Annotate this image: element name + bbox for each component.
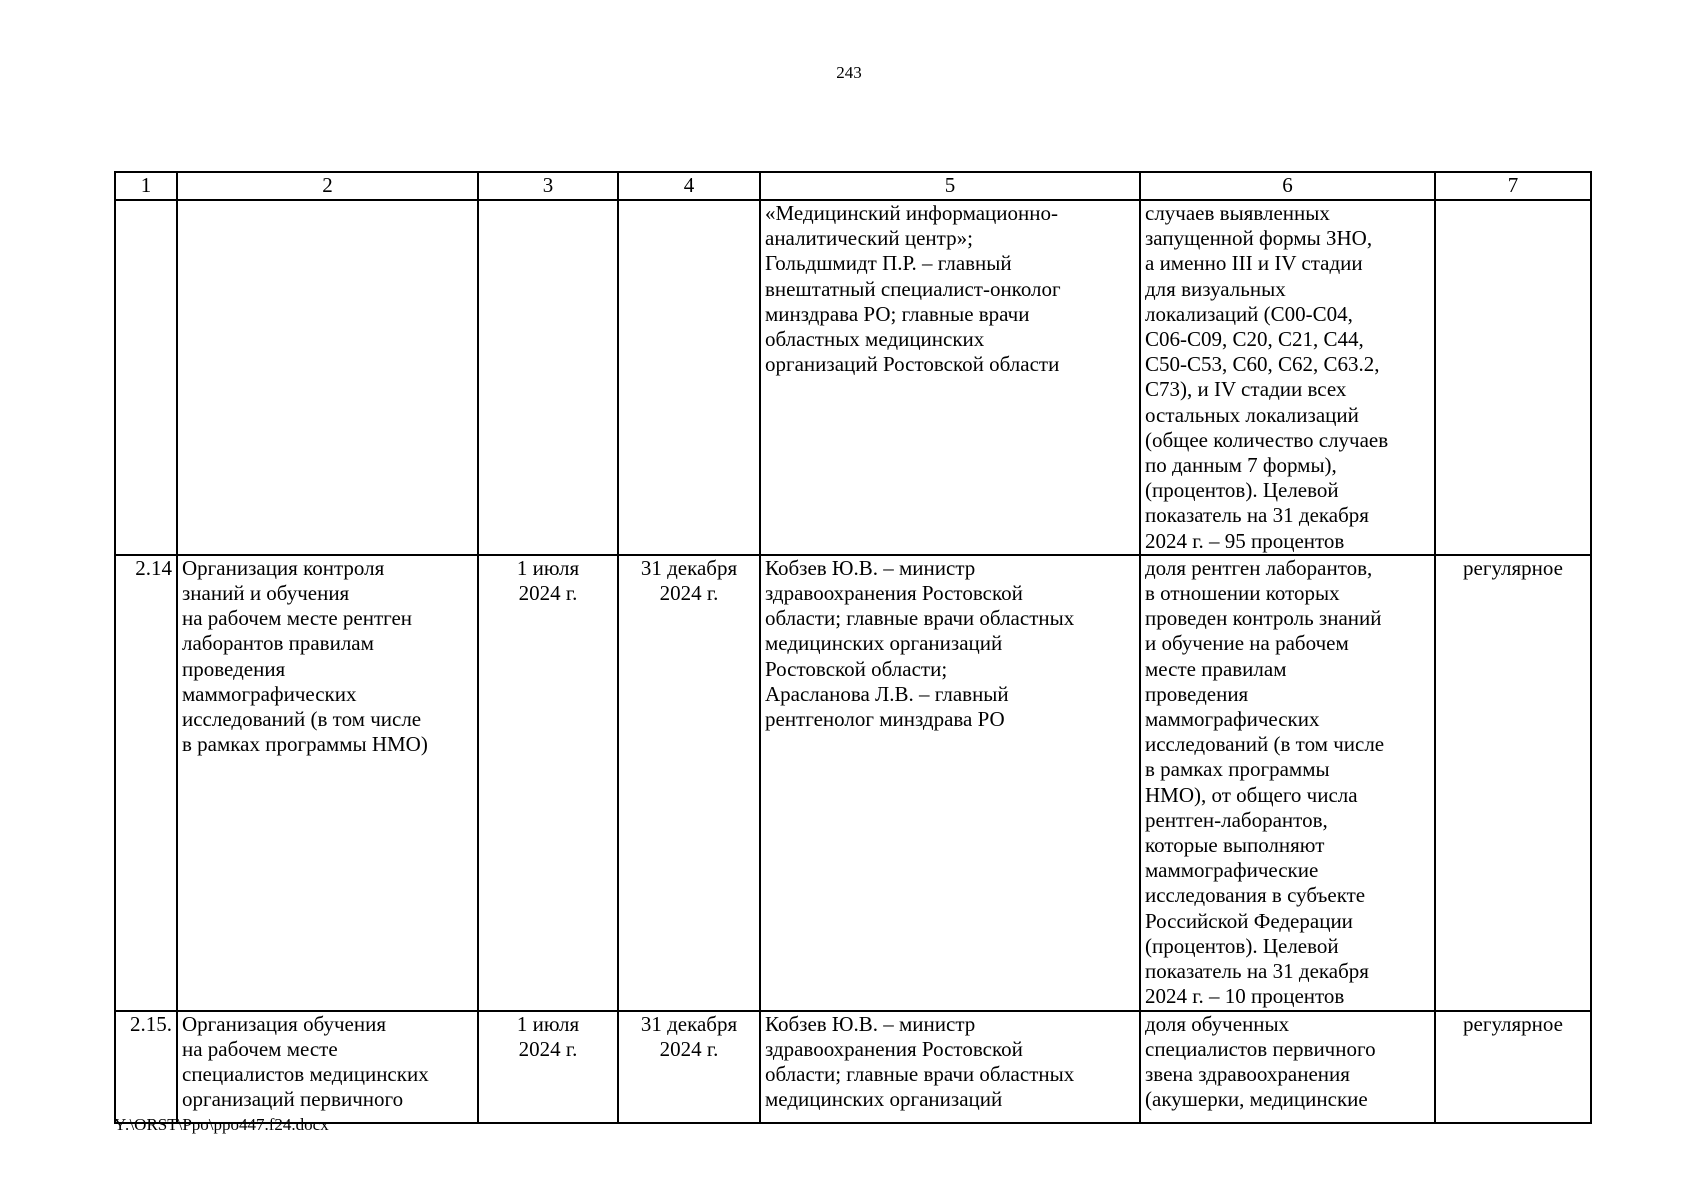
column-header: 1 [115,172,177,200]
responsible-cell: Кобзев Ю.В. – министр здравоохранения Ростовской области; главные врачи областных медицинских организаций Ростовской области; Арасланова Л.В. – главный рентгенолог минздрава РО [760,555,1140,1011]
column-header: 7 [1435,172,1591,200]
column-header: 6 [1140,172,1435,200]
file-path-footer: Y:\ORST\Ppo\ppo447.f24.docx [114,1115,329,1134]
plan-table [114,171,1592,1124]
table-row [115,555,1591,1011]
event-cell: Организация контроля знаний и обучения на рабочем месте рентген лаборантов правилам проведения маммографических исследований (в том числе в рамках программы НМО) [177,555,478,1011]
row-number-cell: 2.14 [115,555,177,1011]
indicator-cell: доля обученных специалистов первичного звена здравоохранения (акушерки, медицинские [1140,1011,1435,1123]
table-row [115,1011,1591,1123]
event-type-cell: регулярное [1435,555,1591,1011]
event-cell: Организация обучения на рабочем месте специалистов медицинских организаций первичного [177,1011,478,1123]
column-header: 3 [478,172,618,200]
table-row [115,200,1591,555]
event-cell [177,200,478,555]
event-type-cell [1435,200,1591,555]
column-header: 4 [618,172,760,200]
start-date-cell: 1 июля 2024 г. [478,555,618,1011]
event-type-cell: регулярное [1435,1011,1591,1123]
column-number-row [115,172,1591,200]
column-header: 5 [760,172,1140,200]
responsible-cell: Кобзев Ю.В. – министр здравоохранения Ростовской области; главные врачи областных медицинских организаций [760,1011,1140,1123]
start-date-cell: 1 июля 2024 г. [478,1011,618,1123]
page-number: 243 [836,63,862,82]
column-header: 2 [177,172,478,200]
end-date-cell [618,200,760,555]
responsible-cell: «Медицинский информационно- аналитический центр»; Гольдшмидт П.Р. – главный внештатный специалист-онколог минздрава РО; главные врачи областных медицинских организаций Ростовской области [760,200,1140,555]
row-number-cell [115,200,177,555]
indicator-cell: случаев выявленных запущенной формы ЗНО, а именно III и IV стадии для визуальных локализаций (С00-С04, С06-С09, С20, С21, С44, С50-С53, С60, С62, С63.2, С73), и IV стадии всех остальных локализаций (общее количество случаев по данным 7 формы), (процентов). Целевой показатель на 31 декабря 2024 г. – 95 процентов [1140,200,1435,555]
end-date-cell: 31 декабря 2024 г. [618,1011,760,1123]
indicator-cell: доля рентген лаборантов, в отношении которых проведен контроль знаний и обучение на рабочем месте правилам проведения маммографических исследований (в том числе в рамках программы НМО), от общего числа рентген-лаборантов, которые выполняют маммографические исследования в субъекте Российской Федерации (процентов). Целевой показатель на 31 декабря 2024 г. – 10 процентов [1140,555,1435,1011]
row-number-cell: 2.15. [115,1011,177,1123]
end-date-cell: 31 декабря 2024 г. [618,555,760,1011]
start-date-cell [478,200,618,555]
